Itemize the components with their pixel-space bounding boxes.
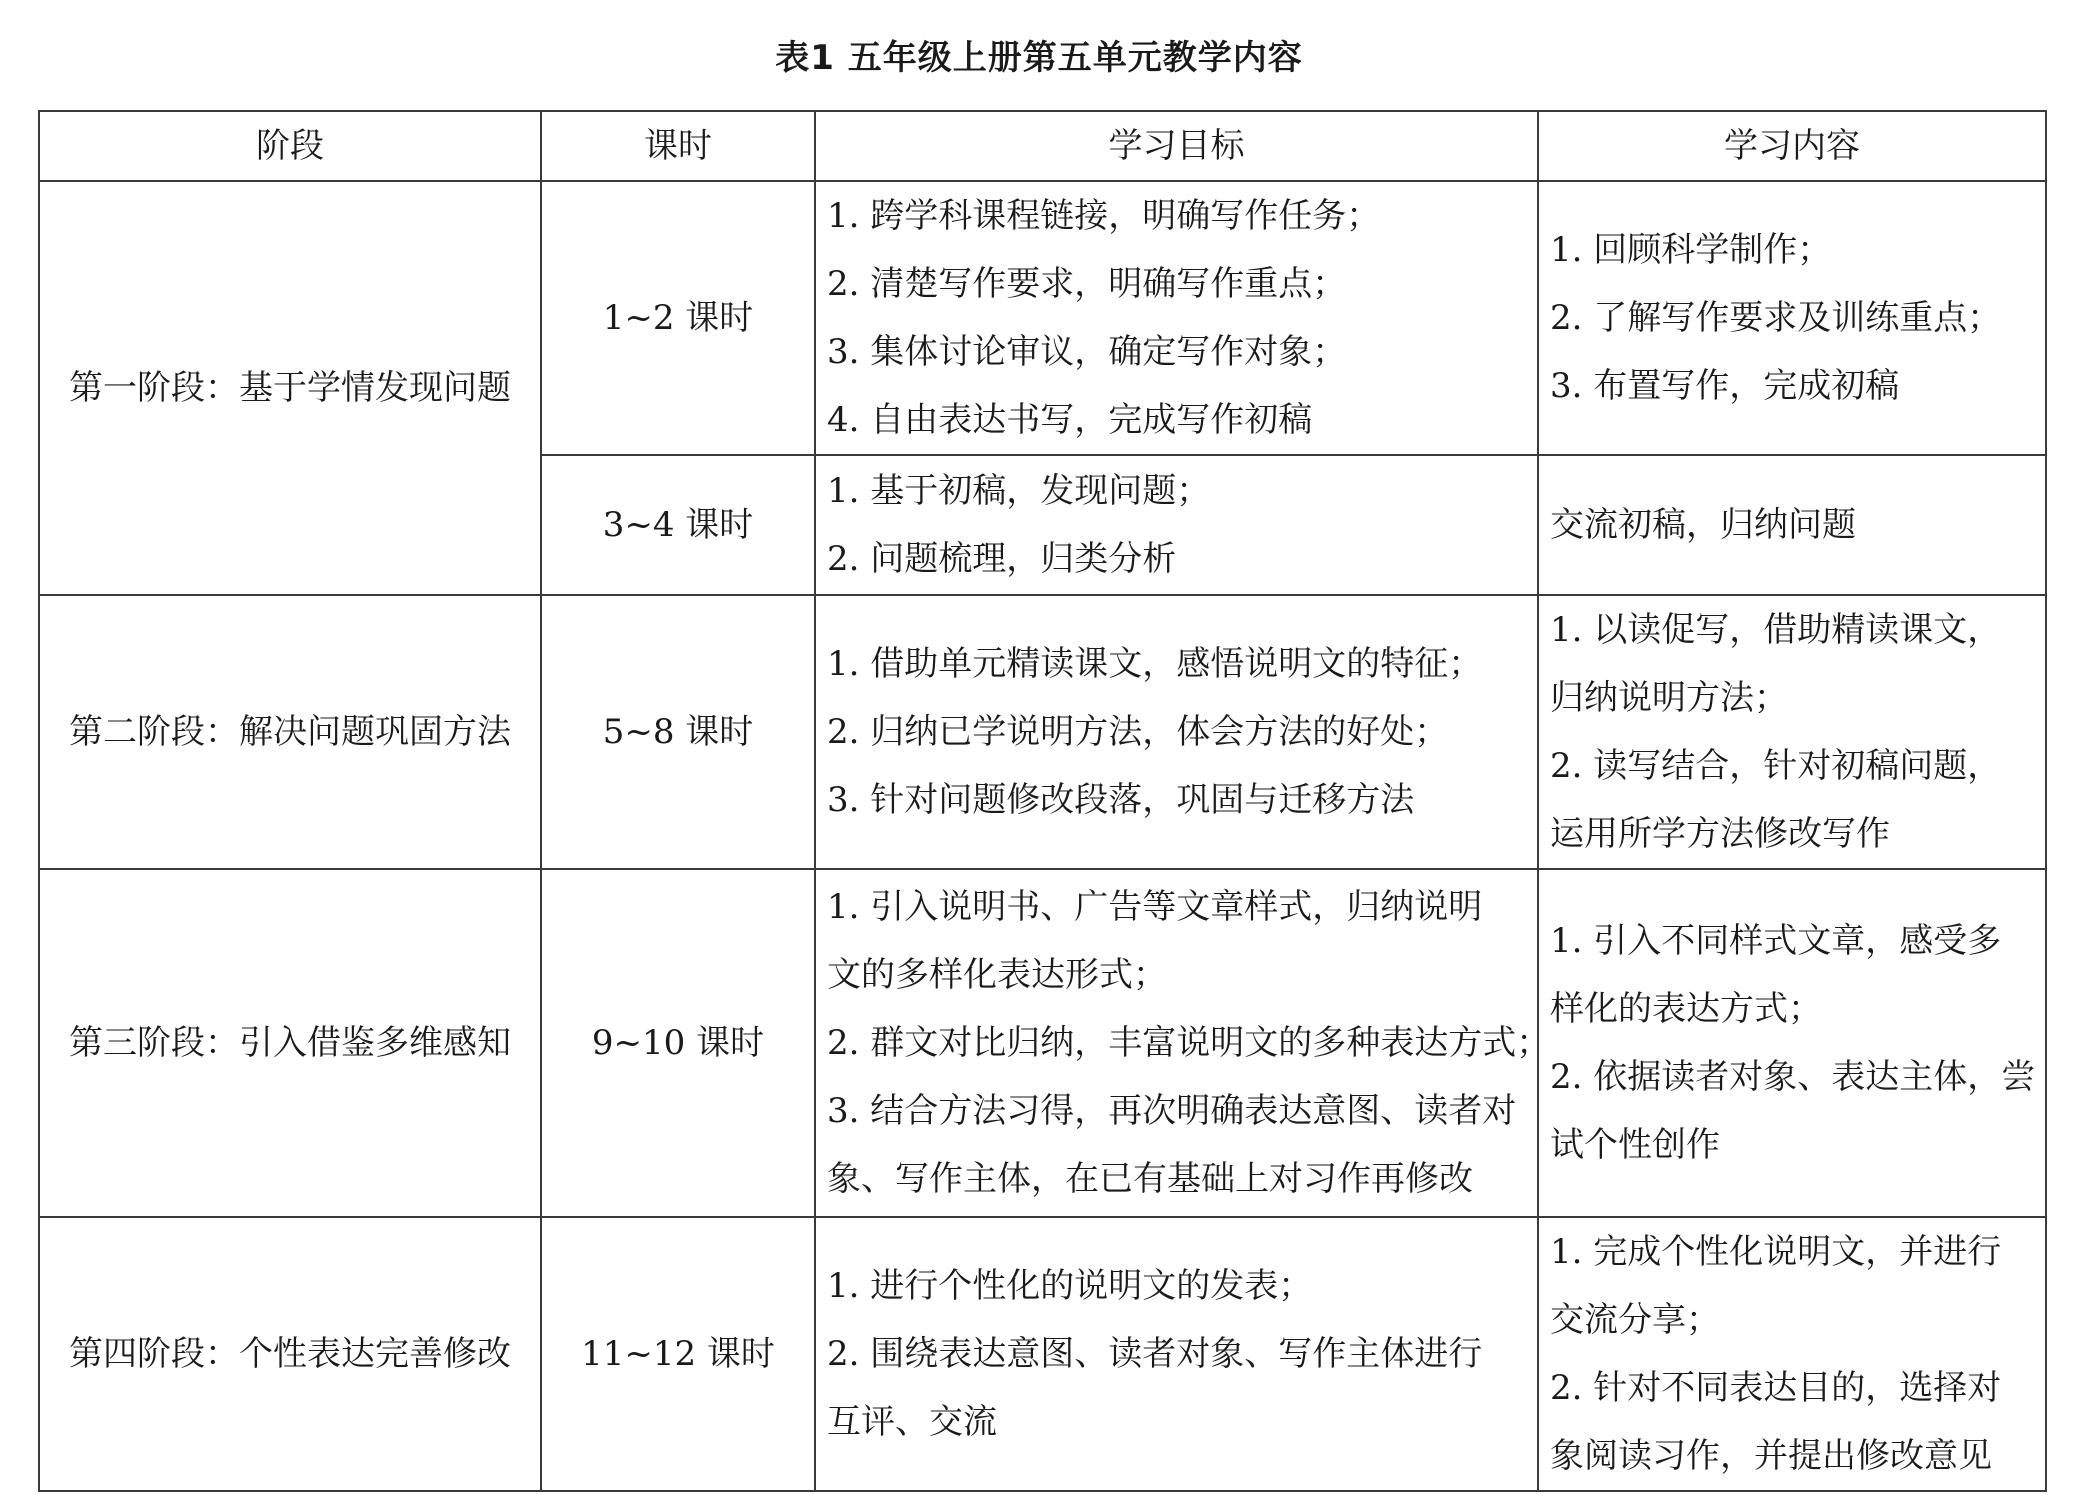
content-cell <box>1538 595 2046 869</box>
content-line: 交流初稿，归纳问题 <box>1550 505 1856 545</box>
stage-cell: 第四阶段：个性表达完善修改 <box>39 1217 541 1491</box>
hours-cell: 9~10 课时 <box>541 869 815 1217</box>
stage-cell: 第三阶段：引入借鉴多维感知 <box>39 869 541 1217</box>
goal-line: 1. 引入说明书、广告等文章样式，归纳说明 <box>827 887 1483 927</box>
content-line: 2. 针对不同表达目的，选择对 <box>1550 1368 2002 1408</box>
goals-cell <box>815 455 1538 595</box>
hours-cell: 3~4 课时 <box>541 455 815 595</box>
header-content: 学习内容 <box>1538 111 2046 181</box>
content-line: 交流分享； <box>1550 1300 1720 1340</box>
goal-line: 3. 集体讨论审议，确定写作对象； <box>827 332 1347 372</box>
table-caption: 表1 五年级上册第五单元教学内容 <box>775 38 1303 78</box>
content-line: 1. 回顾科学制作； <box>1550 230 1832 270</box>
content-line: 试个性创作 <box>1550 1125 1720 1165</box>
content-line: 1. 完成个性化说明文，并进行 <box>1550 1232 2002 1272</box>
goals-cell <box>815 1217 1538 1491</box>
table-row <box>39 181 2046 455</box>
goal-line: 2. 归纳已学说明方法，体会方法的好处； <box>827 712 1449 752</box>
stage-cell: 第二阶段：解决问题巩固方法 <box>39 595 541 869</box>
table-header-row <box>39 111 2046 181</box>
content-cell <box>1538 455 2046 595</box>
content-line: 2. 依据读者对象、表达主体，尝 <box>1550 1057 2036 1097</box>
header-hours: 课时 <box>541 111 815 181</box>
hours-cell: 1~2 课时 <box>541 181 815 455</box>
goal-line: 1. 借助单元精读课文，感悟说明文的特征； <box>827 644 1483 684</box>
goal-line: 互评、交流 <box>827 1402 997 1442</box>
goals-cell <box>815 869 1551 1217</box>
stage-cell: 第一阶段：基于学情发现问题 <box>39 181 541 595</box>
header-goals: 学习目标 <box>815 111 1538 181</box>
content-line: 2. 读写结合，针对初稿问题， <box>1550 746 2002 786</box>
content-cell <box>1538 1217 2046 1491</box>
goal-line: 1. 跨学科课程链接，明确写作任务； <box>827 196 1381 236</box>
content-cell <box>1538 181 2046 455</box>
goal-line: 2. 问题梳理，归类分析 <box>827 539 1177 579</box>
goal-line: 3. 针对问题修改段落，巩固与迁移方法 <box>827 780 1415 820</box>
goals-cell <box>815 181 1538 455</box>
table-row <box>39 1217 2046 1491</box>
content-line: 2. 了解写作要求及训练重点； <box>1550 298 2002 338</box>
table-row <box>39 869 2046 1217</box>
goal-line: 1. 基于初稿，发现问题； <box>827 471 1211 511</box>
content-line: 运用所学方法修改写作 <box>1550 814 1890 854</box>
goal-line: 2. 围绕表达意图、读者对象、写作主体进行 <box>827 1334 1483 1374</box>
content-line: 1. 以读促写，借助精读课文， <box>1550 610 2002 650</box>
goal-line: 2. 清楚写作要求，明确写作重点； <box>827 264 1347 304</box>
content-line: 象阅读习作，并提出修改意见 <box>1550 1436 1992 1476</box>
content-line: 1. 引入不同样式文章，感受多 <box>1550 921 2002 961</box>
goal-line: 1. 进行个性化的说明文的发表； <box>827 1266 1313 1306</box>
hours-cell: 11~12 课时 <box>541 1217 815 1491</box>
hours-cell: 5~8 课时 <box>541 595 815 869</box>
content-line: 归纳说明方法； <box>1550 678 1788 718</box>
teaching-content-table <box>38 110 2047 1492</box>
goal-line: 4. 自由表达书写，完成写作初稿 <box>827 400 1313 440</box>
content-line: 样化的表达方式； <box>1550 989 1822 1029</box>
table-row <box>39 595 2046 869</box>
goal-line: 象、写作主体，在已有基础上对习作再修改 <box>827 1159 1473 1199</box>
goal-line: 3. 结合方法习得，再次明确表达意图、读者对 <box>827 1091 1517 1131</box>
content-cell <box>1538 869 2046 1217</box>
content-line: 3. 布置写作，完成初稿 <box>1550 366 1900 406</box>
goal-line: 文的多样化表达形式； <box>827 955 1167 995</box>
header-stage: 阶段 <box>39 111 541 181</box>
goals-cell <box>815 595 1538 869</box>
goal-line: 2. 群文对比归纳，丰富说明文的多种表达方式； <box>827 1023 1551 1063</box>
